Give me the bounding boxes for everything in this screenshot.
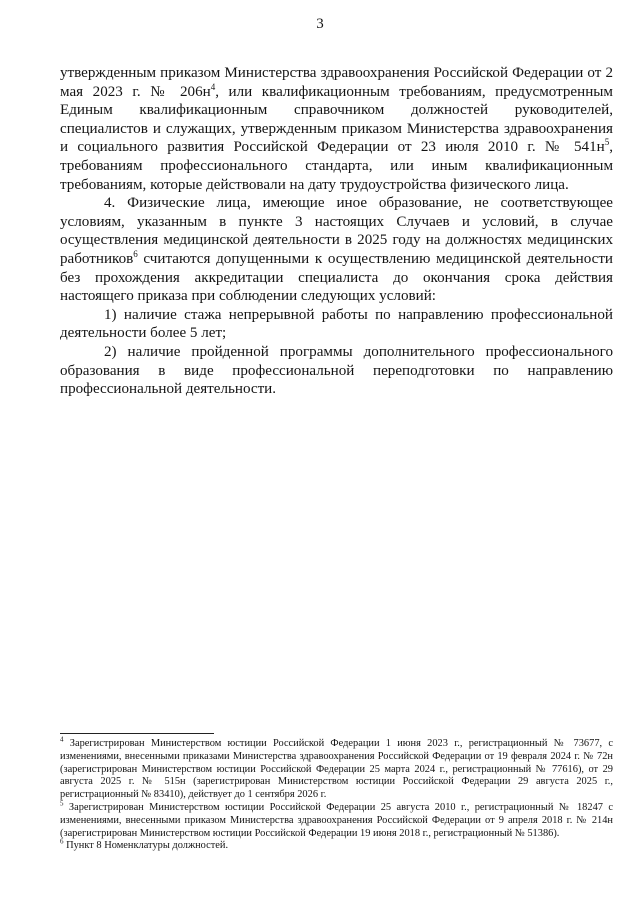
footnote-number: 6 [60, 837, 64, 846]
footnotes [60, 735, 613, 853]
paragraph-continuation [60, 64, 613, 194]
footnote-6 [60, 837, 613, 853]
footnote-number: 5 [60, 799, 64, 808]
footnote-5 [60, 799, 613, 840]
page-number: 3 [316, 16, 324, 32]
paragraph-text: 4. Физические лица, имеющие иное образование, не соответствующее условиям, указанным в пункте 3 настоящих Случаев и условий, в случае осуществления медицинской деятельности в 2025 году на должностях медицинских работников [60, 195, 613, 267]
footnote-4 [60, 735, 613, 802]
footnote-text: Зарегистрирован Министерством юстиции Российской Федерации 25 августа 2010 г., регистрационный № 18247 с изменениями, внесенными приказом Министерства здравоохранения Российской Федерации от 9 апреля 2018 г. № 214н (зарегистрирован Министерством юстиции Российской Федерации 19 июня 2018 г., регистрационный № 51386). [60, 801, 613, 839]
paragraph-item-4 [60, 194, 613, 306]
paragraph-text: , или квалификационным требованиям, предусмотренным Единым квалификационным справочником должностей руководителей, специалистов и служащих, утвержденным приказом Министерства здравоохранения и социального развития Российской Федерации от 23 июля 2010 г. № 541н [60, 83, 613, 156]
paragraph-text: , требованиям профессионального стандарта, или иным квалификационным требованиям, которые действовали на дату трудоустройства физического лица. [60, 139, 613, 193]
footnote-text: Пункт 8 Номенклатуры должностей. [66, 840, 229, 852]
condition-2: 2) наличие пройденной программы дополнительного профессионального образования в виде профессиональной переподготовки по направлению профессиональной деятельности. [60, 343, 613, 398]
footnote-number: 4 [60, 735, 64, 744]
footnote-ref-5: 5 [604, 137, 610, 148]
footnote-text: Зарегистрирован Министерством юстиции Российской Федерации 1 июня 2023 г., регистрационный № 73677, с изменениями, внесенными приказами Министерства здравоохранения Российской Федерации от 19 февраля 2024 г. № 72н (зарегистрирован Министерством юстиции Российской Федерации 25 марта 2024 г., регистрационный № 77616), от 29 августа 2025 г. № 515н (зарегистрирован Министерством юстиции Российской Федерации 29 августа 2025 г., регистрационный № 83410), действует до 1 сентября 2026 г. [60, 738, 613, 801]
footnote-ref-6: 6 [133, 248, 138, 259]
condition-1: 1) наличие стажа непрерывной работы по направлению профессиональной деятельности более 5 лет; [60, 306, 613, 342]
paragraph-text: утвержденным приказом Министерства здравоохранения Российской Федерации от 2 мая 2023 г. № 206н [60, 65, 613, 100]
footnote-separator [60, 733, 214, 734]
footnote-ref-4: 4 [210, 81, 216, 92]
paragraph-text: считаются допущенными к осуществлению медицинской деятельности без прохождения аккредитации специалиста до окончания срока действия настоящего приказа при соблюдении следующих условий: [60, 250, 613, 305]
document-body [60, 64, 613, 399]
